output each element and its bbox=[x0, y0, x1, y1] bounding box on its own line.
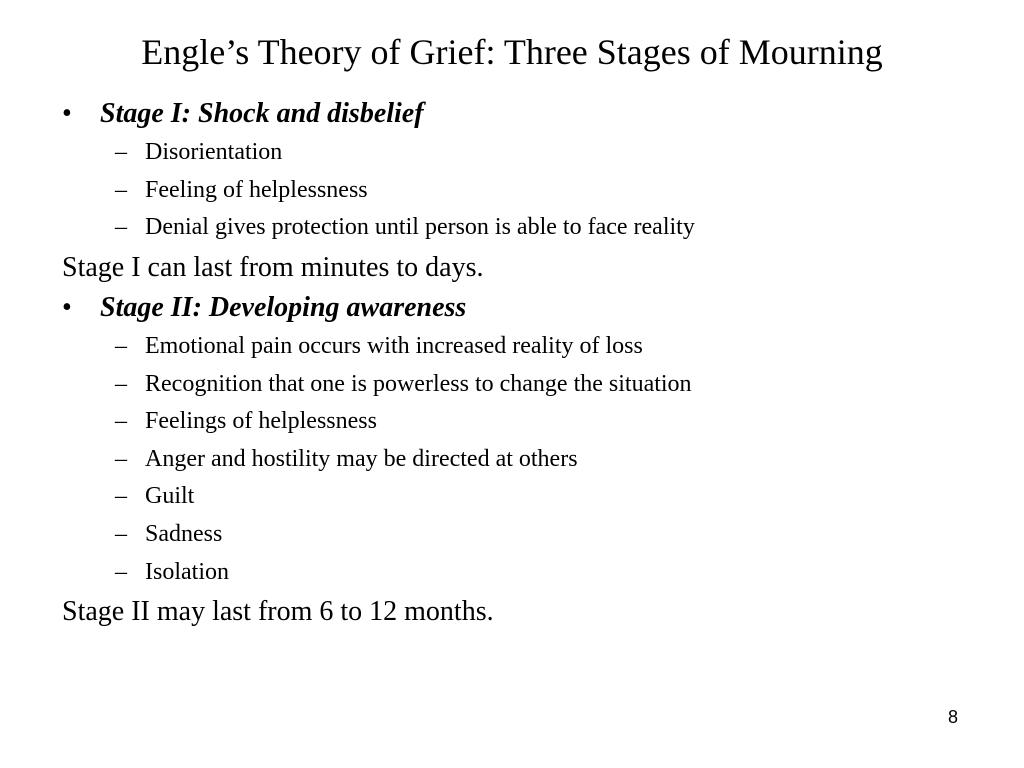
stage-1-item-text: Disorientation bbox=[145, 139, 283, 165]
slide-title: Engle’s Theory of Grief: Three Stages of Mourning bbox=[141, 32, 883, 72]
stage-2-item bbox=[115, 331, 643, 361]
stage-1-item bbox=[115, 212, 695, 242]
stage-1-heading: Stage I: Shock and disbelief bbox=[100, 98, 424, 129]
stage-1-item-text: Feeling of helplessness bbox=[145, 177, 368, 203]
stage-1-item-text: Denial gives protection until person is able to face reality bbox=[145, 214, 695, 240]
dash-icon: – bbox=[115, 371, 127, 397]
stage-2-item bbox=[115, 444, 578, 474]
dash-icon: – bbox=[115, 483, 127, 509]
stage-1-bullet bbox=[62, 97, 424, 131]
stage-2-bullet bbox=[62, 291, 466, 325]
stage-2-item-text: Emotional pain occurs with increased reality of loss bbox=[145, 333, 643, 359]
stage-2-item-text: Guilt bbox=[145, 483, 195, 509]
dash-icon: – bbox=[115, 521, 127, 547]
stage-2-item bbox=[115, 406, 377, 436]
stage-2-duration: Stage II may last from 6 to 12 months. bbox=[62, 596, 494, 627]
stage-2-item-text: Sadness bbox=[145, 521, 223, 547]
bullet-icon: • bbox=[62, 98, 72, 129]
dash-icon: – bbox=[115, 446, 127, 472]
dash-icon: – bbox=[115, 559, 127, 585]
stage-2-item-text: Feelings of helplessness bbox=[145, 408, 377, 434]
page-number: 8 bbox=[948, 707, 959, 727]
stage-1-item bbox=[115, 137, 282, 167]
stage-2-item-text: Anger and hostility may be directed at others bbox=[145, 446, 578, 472]
stage-2-item-text: Isolation bbox=[145, 559, 229, 585]
stage-2-heading: Stage II: Developing awareness bbox=[100, 292, 467, 323]
stage-2-item bbox=[115, 519, 222, 549]
dash-icon: – bbox=[115, 214, 127, 240]
dash-icon: – bbox=[115, 177, 127, 203]
stage-1-duration: Stage I can last from minutes to days. bbox=[62, 252, 484, 283]
stage-1-item bbox=[115, 175, 368, 205]
dash-icon: – bbox=[115, 139, 127, 165]
stage-2-item bbox=[115, 557, 229, 587]
dash-icon: – bbox=[115, 333, 127, 359]
bullet-icon: • bbox=[62, 292, 72, 323]
stage-2-item-text: Recognition that one is powerless to change the situation bbox=[145, 371, 692, 397]
stage-2-item bbox=[115, 369, 692, 399]
dash-icon: – bbox=[115, 408, 127, 434]
stage-2-item bbox=[115, 481, 194, 511]
